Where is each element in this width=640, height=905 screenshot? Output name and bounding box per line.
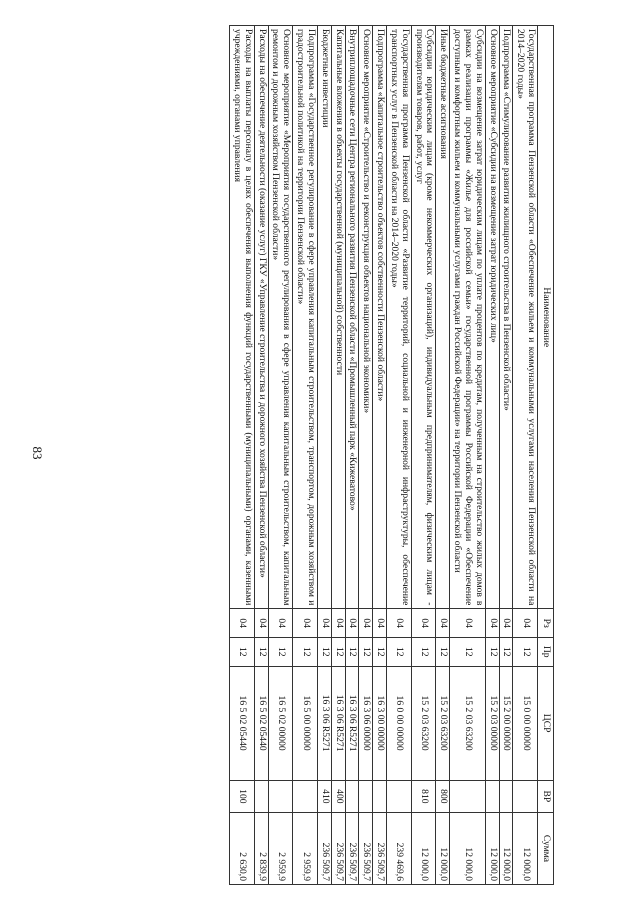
cell-pr: 12 xyxy=(268,637,293,666)
table-row xyxy=(499,26,513,885)
cell-name: Государственная программа Пензенской области «Развитие территорий, социальной и инженерной инфраструктуры, обеспечение транспортных услуг в Пензенской области на 2014–2020 годы» xyxy=(387,26,412,609)
table-row xyxy=(373,26,387,885)
cell-pr: 12 xyxy=(436,637,450,666)
table-row xyxy=(317,26,331,885)
cell-name: Подпрограмма «Государственное регулирование в сфере управления капитальным строительством, транспортом, дорожным хозяйством и градостроительной политикой на территории Пензенской области» xyxy=(293,26,318,609)
cell-csr: 15 2 03 00000 xyxy=(485,666,499,780)
cell-name: Иные бюджетные ассигнования xyxy=(436,26,450,609)
cell-csr: 16 3 06 R5271 xyxy=(331,666,345,780)
cell-rz: 04 xyxy=(450,609,485,638)
cell-sum: 2 630,0 xyxy=(230,812,255,884)
table-header-row xyxy=(538,26,554,885)
cell-vr: 800 xyxy=(436,780,450,812)
cell-rz: 04 xyxy=(387,609,412,638)
table-body xyxy=(230,26,538,885)
table-row xyxy=(345,26,359,885)
cell-csr: 16 0 00 00000 xyxy=(387,666,412,780)
cell-pr: 12 xyxy=(450,637,485,666)
cell-rz: 04 xyxy=(317,609,331,638)
budget-table xyxy=(229,25,554,885)
cell-pr: 12 xyxy=(387,637,412,666)
cell-rz: 04 xyxy=(373,609,387,638)
cell-pr: 12 xyxy=(373,637,387,666)
table-row xyxy=(268,26,293,885)
cell-vr xyxy=(499,780,513,812)
table-row xyxy=(293,26,318,885)
cell-vr xyxy=(450,780,485,812)
cell-rz: 04 xyxy=(331,609,345,638)
table-row xyxy=(485,26,499,885)
cell-name: Субсидии на возмещение затрат юридическим лицам по уплате процентов по кредитам, полученным на строительство жилых домов в рамках реализации программы «Жилье для российской семьи» государственной программы Российской Федерации «Обеспечение доступным и комфортным жильем и коммунальными услугами граждан Российской Федерации» на территории Пензенской области xyxy=(450,26,485,609)
cell-sum: 236 509,7 xyxy=(359,812,373,884)
cell-csr: 15 2 03 63200 xyxy=(450,666,485,780)
cell-csr: 15 2 03 63200 xyxy=(411,666,436,780)
cell-sum: 236 509,7 xyxy=(345,812,359,884)
cell-vr xyxy=(373,780,387,812)
cell-csr: 16 3 00 00000 xyxy=(373,666,387,780)
cell-name: Внутриплощадочные сети Центра регионального развития Пензенской области «Промышленный парк «Кижеватово» xyxy=(345,26,359,609)
cell-sum: 12 000,0 xyxy=(499,812,513,884)
header-vr: ВР xyxy=(538,780,554,812)
table-row xyxy=(331,26,345,885)
cell-vr xyxy=(485,780,499,812)
cell-sum: 2 959,9 xyxy=(293,812,318,884)
cell-rz: 04 xyxy=(345,609,359,638)
cell-vr: 410 xyxy=(317,780,331,812)
cell-vr: 810 xyxy=(411,780,436,812)
cell-vr xyxy=(359,780,373,812)
table-row xyxy=(513,26,538,885)
cell-pr: 12 xyxy=(485,637,499,666)
cell-sum: 12 000,0 xyxy=(450,812,485,884)
cell-vr xyxy=(293,780,318,812)
cell-vr xyxy=(387,780,412,812)
cell-sum: 12 000,0 xyxy=(436,812,450,884)
table-row xyxy=(230,26,255,885)
cell-csr: 15 0 00 00000 xyxy=(513,666,538,780)
cell-rz: 04 xyxy=(230,609,255,638)
header-name: Наименование xyxy=(538,26,554,609)
cell-name: Расходы на обеспечение деятельности (оказание услуг) ГКУ «Управление строительства и дорожного хозяйства Пензенской области» xyxy=(254,26,268,609)
cell-rz: 04 xyxy=(293,609,318,638)
cell-sum: 239 469,6 xyxy=(387,812,412,884)
cell-rz: 04 xyxy=(268,609,293,638)
cell-name: Подпрограмма «Капитальное строительство объектов собственности Пензенской области» xyxy=(373,26,387,609)
cell-name: Бюджетные инвестиции xyxy=(317,26,331,609)
cell-pr: 12 xyxy=(411,637,436,666)
header-sum: Сумма xyxy=(538,812,554,884)
cell-pr: 12 xyxy=(317,637,331,666)
cell-pr: 12 xyxy=(513,637,538,666)
cell-name: Капитальные вложения в объекты государственной (муниципальной) собственности xyxy=(331,26,345,609)
cell-rz: 04 xyxy=(359,609,373,638)
cell-sum: 2 959,9 xyxy=(268,812,293,884)
table-row xyxy=(254,26,268,885)
cell-pr: 12 xyxy=(230,637,255,666)
table-row xyxy=(436,26,450,885)
cell-csr: 16 5 02 05440 xyxy=(254,666,268,780)
cell-rz: 04 xyxy=(254,609,268,638)
cell-name: Подпрограмма «Стимулирование развития жилищного строительства в Пензенской области» xyxy=(499,26,513,609)
cell-rz: 04 xyxy=(436,609,450,638)
cell-sum: 236 509,7 xyxy=(317,812,331,884)
cell-sum: 12 000,0 xyxy=(485,812,499,884)
cell-rz: 04 xyxy=(499,609,513,638)
cell-name: Основное мероприятие «Строительство и реконструкция объектов национальной экономики» xyxy=(359,26,373,609)
cell-rz: 04 xyxy=(411,609,436,638)
cell-csr: 16 5 02 05440 xyxy=(230,666,255,780)
header-csr: ЦСР xyxy=(538,666,554,780)
cell-vr xyxy=(513,780,538,812)
cell-csr: 16 3 06 00000 xyxy=(359,666,373,780)
cell-vr xyxy=(268,780,293,812)
cell-csr: 15 2 03 63200 xyxy=(436,666,450,780)
cell-sum: 236 509,7 xyxy=(373,812,387,884)
cell-csr: 16 3 06 R5271 xyxy=(345,666,359,780)
cell-vr xyxy=(345,780,359,812)
cell-vr xyxy=(254,780,268,812)
cell-pr: 12 xyxy=(359,637,373,666)
cell-csr: 16 3 06 R5271 xyxy=(317,666,331,780)
table-row xyxy=(387,26,412,885)
page-number: 83 xyxy=(30,446,45,460)
cell-rz: 04 xyxy=(513,609,538,638)
cell-name: Основное мероприятие «Мероприятия государственного регулирования в сфере управления капитальным строительством, капитальным ремонтом и дорожным хозяйством Пензенской области» xyxy=(268,26,293,609)
cell-vr: 400 xyxy=(331,780,345,812)
table-row xyxy=(450,26,485,885)
cell-name: Государственная программа Пензенской области «Обеспечение жильем и коммунальными услугами населения Пензенской области на 2014–2020 годы» xyxy=(513,26,538,609)
cell-pr: 12 xyxy=(345,637,359,666)
cell-name: Субсидии юридическим лицам (кроме некоммерческих организаций), индивидуальным предпринимателям, физическим лицам - производителям товаров, работ, услуг xyxy=(411,26,436,609)
cell-pr: 12 xyxy=(331,637,345,666)
cell-csr: 15 2 00 00000 xyxy=(499,666,513,780)
header-pr: Пр xyxy=(538,637,554,666)
cell-sum: 12 000,0 xyxy=(513,812,538,884)
cell-name: Основное мероприятие «Субсидии на возмещение затрат юридических лиц» xyxy=(485,26,499,609)
rotated-content xyxy=(84,25,554,885)
cell-name: Расходы на выплаты персоналу в целях обеспечения выполнения функций государственными (муниципальными) органами, казенными учреждениями, органами управления xyxy=(230,26,255,609)
cell-csr: 16 5 00 00000 xyxy=(293,666,318,780)
cell-sum: 236 509,7 xyxy=(331,812,345,884)
cell-pr: 12 xyxy=(499,637,513,666)
cell-csr: 16 5 02 00000 xyxy=(268,666,293,780)
header-rz: Рз xyxy=(538,609,554,638)
table-row xyxy=(411,26,436,885)
cell-pr: 12 xyxy=(254,637,268,666)
cell-sum: 2 839,9 xyxy=(254,812,268,884)
cell-pr: 12 xyxy=(293,637,318,666)
cell-rz: 04 xyxy=(485,609,499,638)
cell-vr: 100 xyxy=(230,780,255,812)
table-row xyxy=(359,26,373,885)
cell-sum: 12 000,0 xyxy=(411,812,436,884)
